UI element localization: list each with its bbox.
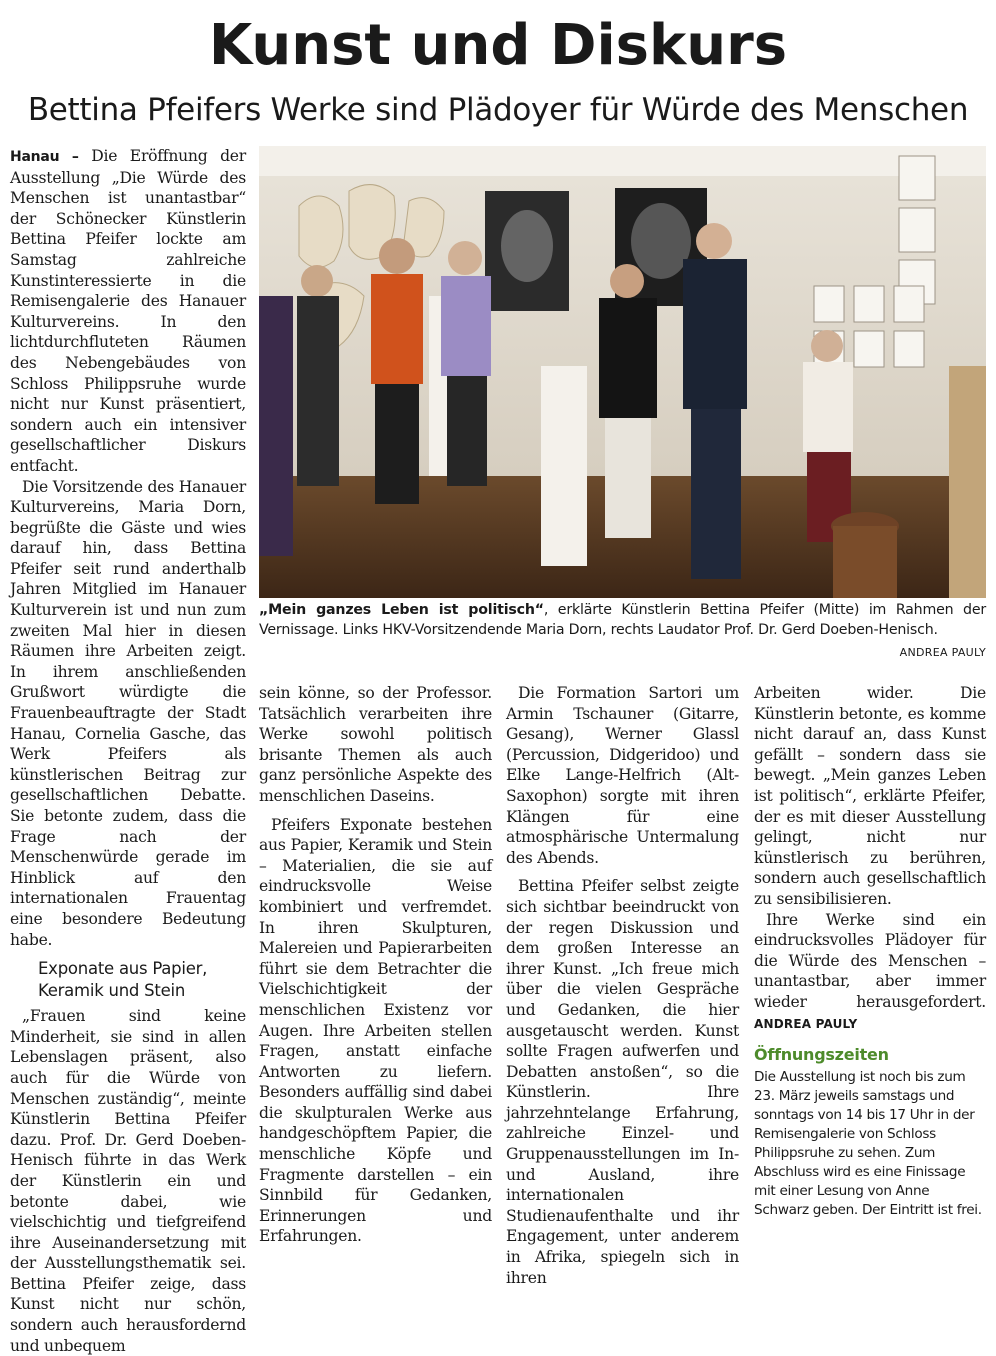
subheading: Exponate aus Papier, Keramik und Stein [38,959,208,1001]
article-paragraph: Bettina Pfeifer selbst zeigte sich sichtbar beeindruckt von der regen Diskussion und dem großen Interesse an ihrer Kunst. „Ich freue mich über die vielen Gespräche und Gedanken, die hier ausgetauscht werden. Kunst sollte Fragen aufwerfen und Debatten anstoßen“, so die Künstlerin. Ihre jahrzehntelange Erfahrung, zahlreiche Einzel- und Gruppenausstellungen im In- und Ausland, ihre internationalen Studienaufenthalte und ihr Engagement, unter anderem in Afrika, spiegeln sich in ihren [506,877,739,1287]
info-box-text: Die Ausstellung ist noch bis zum 23. März jeweils samstags und sonntags von 14 bis 17 Uhr in der Remisengalerie von Schloss Philippsruhe zu sehen. Zum Abschluss wird es eine Finissage mit einer Lesung von Anne Schwarz geben. Der Eintritt ist frei. [754,1069,982,1219]
caption-quote: „Mein ganzes Leben ist politisch“ [259,602,544,618]
article-column-4 [754,683,986,1220]
article-paragraph: Pfeifers Exponate bestehen aus Papier, Keramik und Stein – Materialien, die sie auf eindrucksvolle Weise kombiniert und verfremdet. In ihren Skulpturen, Malereien und Papierarbeiten führt sie dem Betrachter die Vielschichtigkeit der menschlichen Existenz vor Augen. Ihre Arbeiten stellen Fragen, anstatt einfache Antworten zu liefern. Besonders auffällig sind dabei die skulpturalen Werke aus handgeschöpftem Papier, die menschliche Köpfe und Fragmente darstellen – ein Sinnbild für Gedanken, Erinnerungen und Erfahrungen. [259,815,492,1246]
info-box-title: Öffnungszeiten [754,1045,889,1065]
article-paragraph [10,146,246,477]
article-column-3 [506,683,739,1288]
article-paragraph: Arbeiten wider. Die Künstlerin betonte, es komme nicht darauf an, dass Kunst gefällt – sondern dass sie bewegt. „Mein ganzes Leben ist politisch“, erklärte Pfeifer, der es mit dieser Ausstellung gelingt, nicht nur künstlerisch zu berühren, sondern auch gesellschaftlich zu sensibilisieren. [754,684,986,908]
caption-text: , erklärte Künstlerin Bettina Pfeifer (Mitte) im Rahmen der Vernissage. Links HKV-Vorsitzendende Maria Dorn, rechts Laudator Prof. Dr. Gerd Doeben-Henisch. [259,602,987,638]
article-paragraph [754,910,986,1035]
gallery-photo-illustration [259,146,986,598]
paragraph-text: Die Eröffnung der Ausstellung „Die Würde des Menschen ist unantastbar“ der Schönecker Künstlerin Bettina Pfeifer lockte am Samstag zahlreiche Kunstinteressierte in die Remisengalerie des Hanauer Kulturvereins. In den lichtdurchfluteten Räumen des Nebengebäudes von Schloss Philippsruhe wurde nicht nur Kunst präsentiert, sondern auch ein intensiver gesellschaftlicher Diskurs entfacht. [10,147,246,475]
subheadline: Bettina Pfeifers Werke sind Plädoyer für Würde des Menschen [27,92,969,128]
photo-caption [259,600,986,640]
author-byline: ANDREA PAULY [754,1016,858,1031]
article-paragraph: „Frauen sind keine Minderheit, sie sind in allen Lebenslagen präsent, also auch für die Würde von Menschen zuständig“, meinte Künstlerin Bettina Pfeifer dazu. Prof. Dr. Gerd Doeben-Henisch führte in das Werk der Künstlerin ein und betonte dabei, wie vielschichtig und tiefgreifend ihre Auseinandersetzung mit der Ausstellungsthematik sei. Bettina Pfeifer zeige, dass Kunst nicht nur schön, sondern auch herausfordernd und unbequem [10,1007,246,1355]
article-column-2 [259,683,492,1247]
photo-credit: ANDREA PAULY [899,646,986,659]
article-paragraph: sein könne, so der Professor. Tatsächlich verarbeiten ihre Werke sowohl politisch brisante Themen als auch ganz persönliche Aspekte des menschlichen Daseins. [259,684,492,805]
article-paragraph: Die Vorsitzende des Hanauer Kulturvereins, Maria Dorn, begrüßte die Gäste und wies darauf hin, dass Bettina Pfeifer seit rund anderthalb Jahren Mitglied im Hanauer Kulturverein ist und nun zum zweiten Mal hier in diesen Räumen ihre Arbeiten zeigt. In ihrem anschließenden Grußwort würdigte die Frauenbeauftragte der Stadt Hanau, Cornelia Gasche, das Werk Pfeifers als künstlerischen Beitrag zur gesellschaftlichen Debatte. Sie betonte zudem, dass die Frage nach der Menschenwürde gerade im Hinblick auf den internationalen Frauentag eine besondere Bedeutung habe. [10,477,246,949]
dateline: Hanau – [10,149,79,165]
headline: Kunst und Diskurs [208,13,788,78]
paragraph-text: Ihre Werke sind ein eindrucksvolles Plädoyer für die Würde des Menschen – unantastbar, aber immer wieder herausgefordert. [754,910,986,1011]
article-photo [259,146,986,598]
article-paragraph: Die Formation Sartori um Armin Tschauner (Gitarre, Gesang), Werner Glassl (Percussion, Didgeridoo) und Elke Lange-Helfrich (Alt-Saxophon) sorgte mit ihren Klängen für eine atmosphärische Untermalung des Abends. [506,684,739,867]
article-column-1 [10,146,246,1356]
